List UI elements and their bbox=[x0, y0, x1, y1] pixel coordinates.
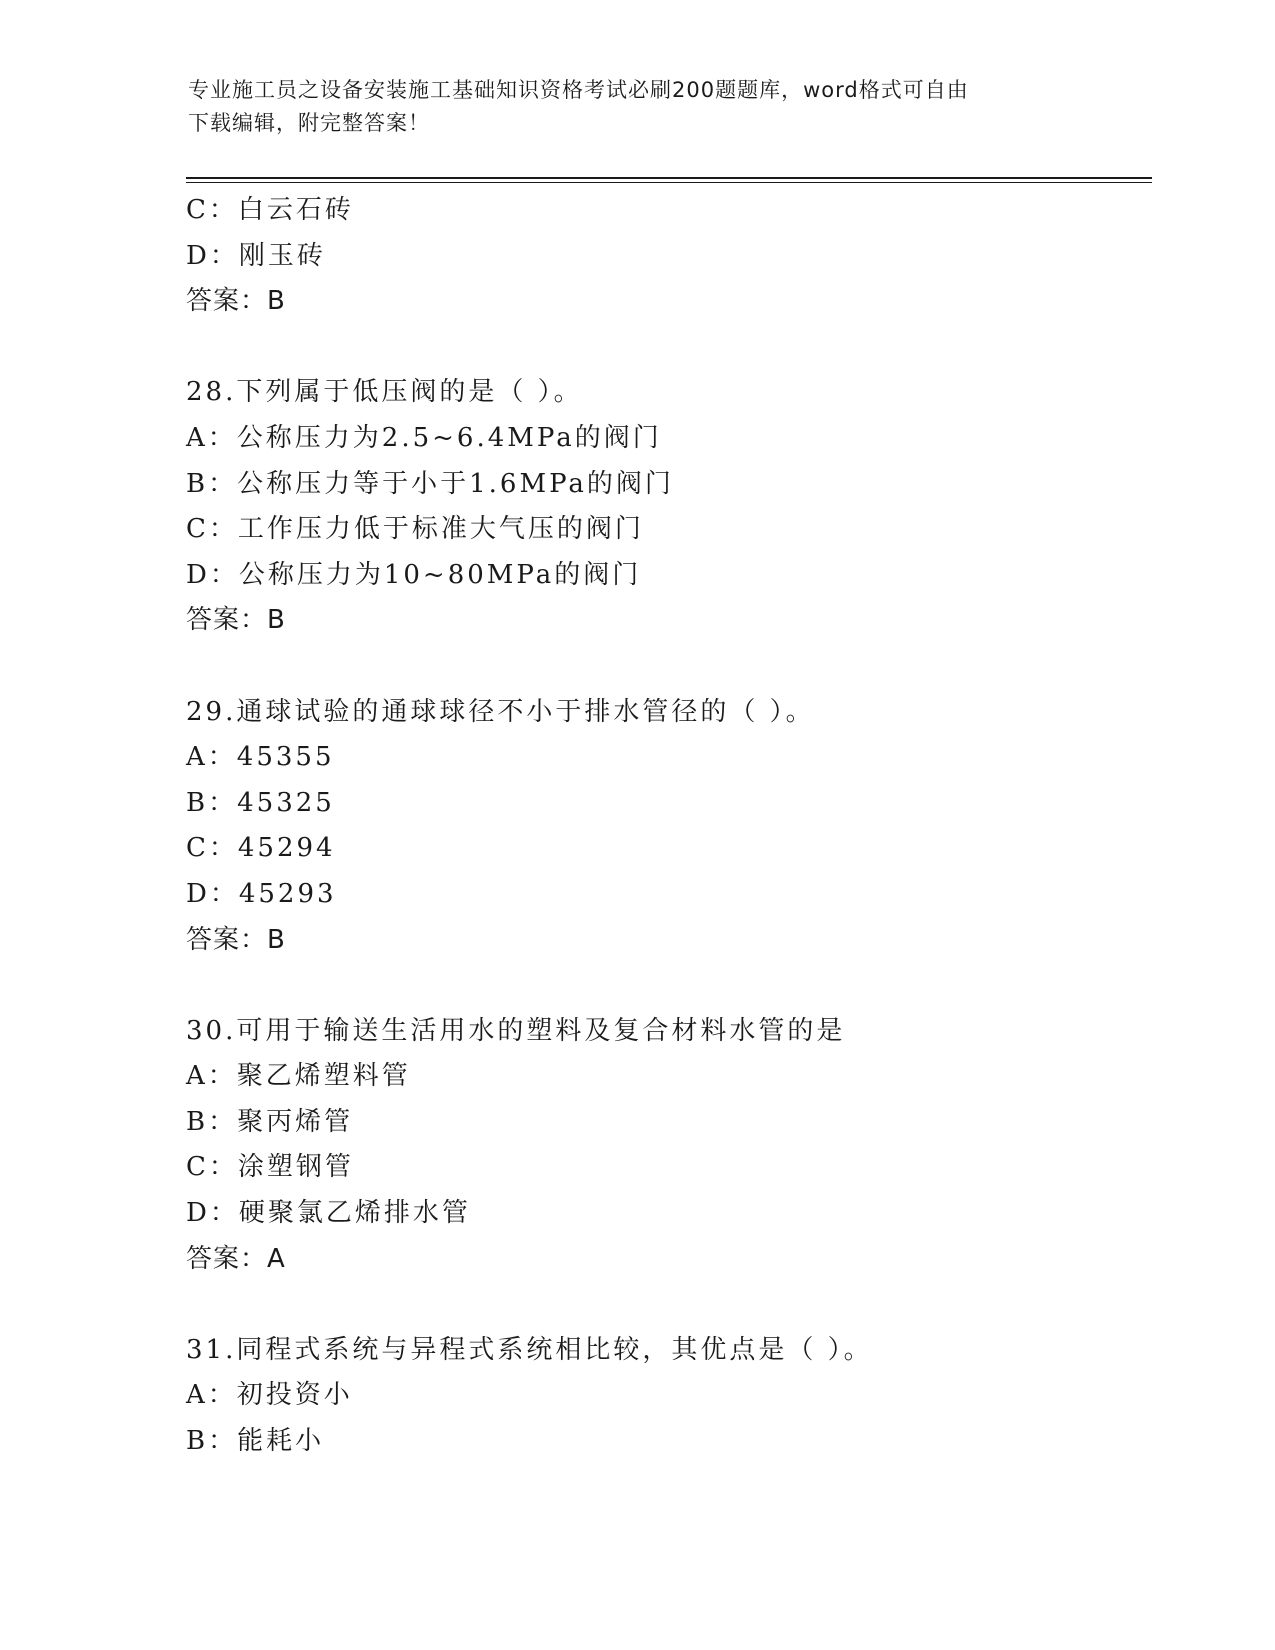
header-title-line-2: 下载编辑，附完整答案！ bbox=[188, 111, 430, 135]
option-a: A：初投资小 bbox=[186, 1380, 353, 1411]
option-c: C：45294 bbox=[186, 833, 336, 864]
answer-line: 答案：B bbox=[186, 605, 286, 636]
question-text: 28.下列属于低压阀的是（ ）。 bbox=[186, 377, 583, 408]
option-b: B：公称压力等于小于1.6MPa的阀门 bbox=[186, 468, 674, 499]
answer-line: 答案：B bbox=[186, 286, 286, 317]
header-title-line-1: 专业施工员之设备安装施工基础知识资格考试必刷200题题库，word格式可自由 bbox=[188, 78, 969, 102]
option-d: D：45293 bbox=[186, 878, 337, 909]
question-text: 31.同程式系统与异程式系统相比较，其优点是（ ）。 bbox=[186, 1334, 873, 1365]
question-text: 30.可用于输送生活用水的塑料及复合材料水管的是 bbox=[186, 1015, 846, 1046]
question-27-tail bbox=[186, 188, 1146, 325]
option-a: A：公称压力为2.5~6.4MPa的阀门 bbox=[186, 422, 662, 453]
option-a: A：聚乙烯塑料管 bbox=[186, 1061, 411, 1092]
spacer bbox=[186, 325, 1146, 371]
option-c: C：涂塑钢管 bbox=[186, 1152, 354, 1183]
question-31 bbox=[186, 1328, 1146, 1465]
option-d: D：硬聚氯乙烯排水管 bbox=[186, 1198, 471, 1229]
spacer bbox=[186, 644, 1146, 690]
option-b: B：聚丙烯管 bbox=[186, 1106, 354, 1137]
option-d: D：公称压力为10~80MPa的阀门 bbox=[186, 559, 642, 590]
question-30 bbox=[186, 1009, 1146, 1283]
option-c: C：白云石砖 bbox=[186, 195, 354, 225]
option-b: B：45325 bbox=[186, 787, 335, 818]
document-header bbox=[188, 74, 1088, 140]
header-rule-thick bbox=[186, 177, 1152, 179]
header-rule-thin bbox=[186, 182, 1152, 183]
question-text: 29.通球试验的通球球径不小于排水管径的（ ）。 bbox=[186, 696, 815, 727]
spacer bbox=[186, 963, 1146, 1009]
answer-line: 答案：B bbox=[186, 924, 286, 955]
spacer bbox=[186, 1282, 1146, 1328]
question-28 bbox=[186, 370, 1146, 644]
document-body bbox=[186, 188, 1146, 1465]
question-29 bbox=[186, 690, 1146, 964]
option-d: D：刚玉砖 bbox=[186, 240, 326, 271]
option-b: B：能耗小 bbox=[186, 1426, 325, 1457]
option-a: A：45355 bbox=[186, 742, 335, 773]
option-c: C：工作压力低于标准大气压的阀门 bbox=[186, 514, 644, 545]
answer-line: 答案：A bbox=[186, 1243, 286, 1274]
